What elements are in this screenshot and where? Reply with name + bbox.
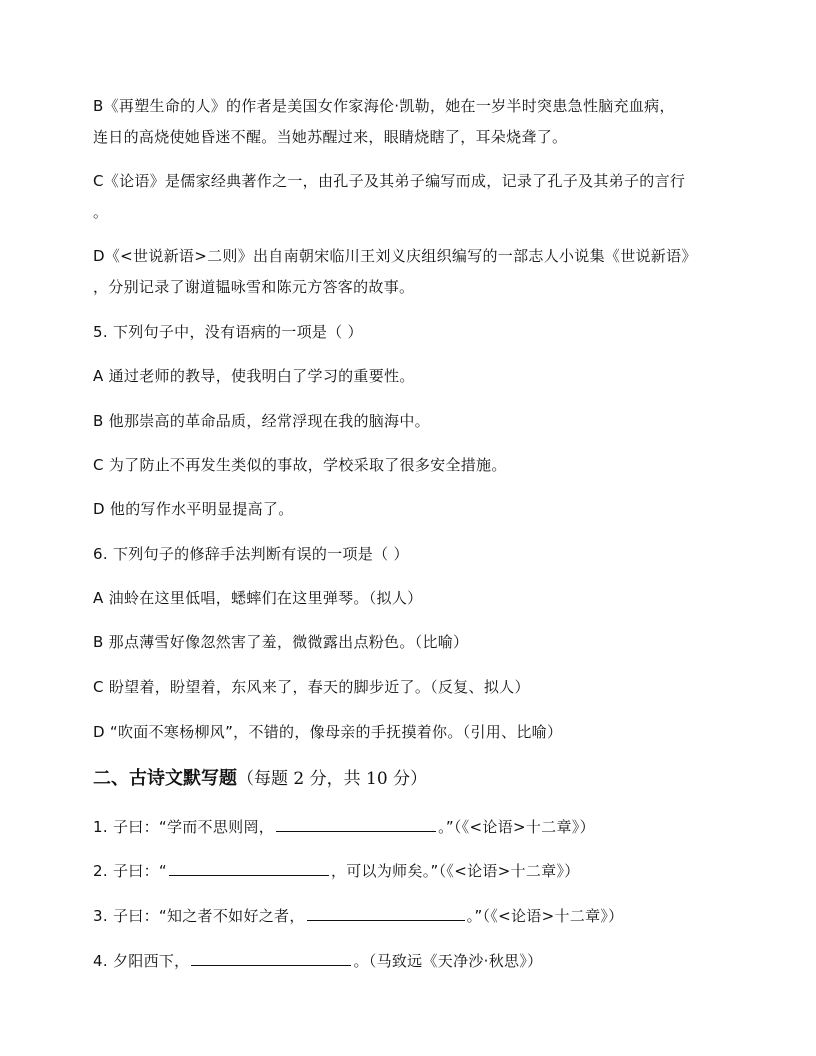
q4-option-d-line1: D《<世说新语>二则》出自南朝宋临川王刘义庆组织编写的一部志人小说集《世说新语》 — [93, 247, 697, 265]
q4-option-b-line2: 连日的高烧使她昏迷不醒。当她苏醒过来，眼睛烧瞎了，耳朵烧聋了。 — [93, 128, 568, 146]
fill-1-suffix: 。”（《<论语>十二章》） — [438, 818, 595, 836]
question-6-option-c: C 盼望着，盼望着，东风来了，春天的脚步近了。（反复、拟人） — [93, 678, 530, 696]
question-6-option-a: A 油蛉在这里低唱，蟋蟀们在这里弹琴。（拟人） — [93, 589, 423, 607]
q4-option-c-line2: 。 — [93, 203, 109, 221]
fill-3-prefix: 3. 子曰：“知之者不如好之者， — [93, 907, 305, 925]
fill-question-1 — [93, 816, 733, 837]
section-2-scoring-note: （每题 2 分，共 10 分） — [237, 769, 428, 789]
question-5-option-d: D 他的写作水平明显提高了。 — [93, 500, 294, 518]
question-5-option-c: C 为了防止不再发生类似的事故，学校采取了很多安全措施。 — [93, 456, 507, 474]
fill-2-answer-blank[interactable] — [169, 860, 329, 876]
question-5-option-b: B 他那崇高的革命品质，经常浮现在我的脑海中。 — [93, 412, 430, 430]
section-2-title: 二、古诗文默写题 — [93, 768, 237, 789]
fill-4-answer-blank[interactable] — [191, 950, 351, 966]
section-2-heading — [93, 767, 733, 791]
fill-question-3 — [93, 905, 733, 926]
fill-question-2 — [93, 860, 733, 881]
q4-option-d-line2: ，分别记录了谢道韫咏雪和陈元方答客的故事。 — [93, 278, 415, 296]
fill-question-4 — [93, 950, 733, 971]
question-6-option-d: D “吹面不寒杨柳风”，不错的，像母亲的手抚摸着你。（引用、比喻） — [93, 723, 563, 741]
fill-2-prefix: 2. 子曰：“ — [93, 862, 167, 880]
question-5-option-a: A 通过老师的教导，使我明白了学习的重要性。 — [93, 367, 415, 385]
question-5-stem: 5. 下列句子中，没有语病的一项是（ ） — [93, 323, 363, 341]
question-6-option-b: B 那点薄雪好像忽然害了羞，微微露出点粉色。（比喻） — [93, 633, 469, 651]
fill-1-answer-blank[interactable] — [276, 816, 436, 832]
fill-3-answer-blank[interactable] — [307, 905, 465, 921]
fill-2-suffix: ，可以为师矣。”（《<论语>十二章》） — [330, 862, 580, 880]
fill-3-suffix: 。”（《<论语>十二章》） — [466, 907, 624, 925]
q4-option-b-line1: B《再塑生命的人》的作者是美国女作家海伦·凯勒，她在一岁半时突患急性脑充血病， — [93, 97, 675, 115]
fill-4-suffix: 。（马致远《天净沙·秋思》） — [353, 952, 543, 970]
fill-1-prefix: 1. 子曰：“学而不思则罔， — [93, 818, 275, 836]
fill-4-prefix: 4. 夕阳西下， — [93, 952, 190, 970]
q4-option-c-line1: C《论语》是儒家经典著作之一，由孔子及其弟子编写而成，记录了孔子及其弟子的言行 — [93, 172, 686, 190]
question-6-stem: 6. 下列句子的修辞手法判断有误的一项是（ ） — [93, 545, 409, 563]
